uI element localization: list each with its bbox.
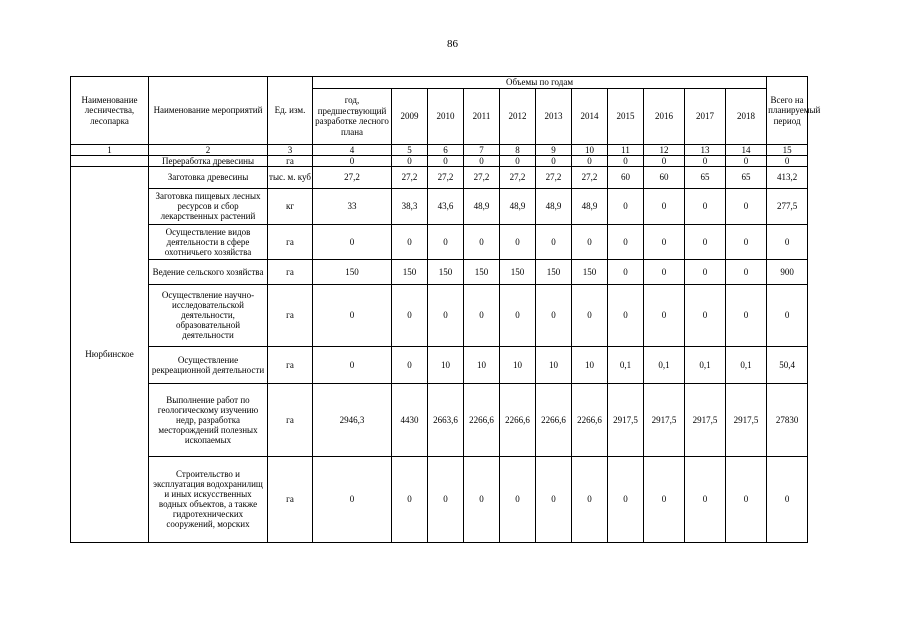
header-year: 2011	[464, 88, 500, 144]
table-row	[71, 155, 872, 166]
table-row	[71, 188, 872, 224]
value-cell: 0	[644, 155, 685, 166]
value-cell: 27,2	[500, 166, 536, 188]
value-cell: 4430	[392, 383, 428, 456]
value-cell: 0,1	[685, 346, 726, 383]
unit-cell: га	[268, 259, 313, 284]
value-cell: 0	[464, 456, 500, 542]
value-cell: 0	[313, 155, 392, 166]
value-cell: 65	[685, 166, 726, 188]
value-cell: 0	[685, 224, 726, 259]
value-cell: 0	[685, 259, 726, 284]
column-number: 2	[149, 144, 268, 155]
value-cell: 2266,6	[536, 383, 572, 456]
value-cell: 10	[464, 346, 500, 383]
column-number: 14	[726, 144, 767, 155]
value-cell: 2663,6	[428, 383, 464, 456]
value-cell: 277,5	[767, 188, 808, 224]
value-cell: 150	[428, 259, 464, 284]
value-cell: 0	[536, 155, 572, 166]
column-number: 9	[536, 144, 572, 155]
value-cell: 0	[685, 188, 726, 224]
value-cell: 0	[313, 284, 392, 346]
column-number: 6	[428, 144, 464, 155]
value-cell: 48,9	[572, 188, 608, 224]
column-number: 7	[464, 144, 500, 155]
unit-cell: га	[268, 284, 313, 346]
table-row	[71, 383, 872, 456]
value-cell: 0	[392, 456, 428, 542]
column-number: 13	[685, 144, 726, 155]
header-volumes-by-year: Объемы по годам	[313, 77, 767, 89]
header-previous-year: год, предшествующий разработке лесного плана	[313, 88, 392, 144]
activity-name: Заготовка пищевых лесных ресурсов и сбор лекарственных растений	[149, 188, 268, 224]
column-number: 3	[268, 144, 313, 155]
value-cell: 27,2	[392, 166, 428, 188]
header-year: 2014	[572, 88, 608, 144]
value-cell: 0	[500, 456, 536, 542]
table-row	[71, 456, 872, 542]
value-cell: 0	[608, 456, 644, 542]
activity-name: Строительство и эксплуатация водохранилищ и иных искусственных водных объектов, а также гидротехнических сооружений, морских	[149, 456, 268, 542]
value-cell: 0	[428, 224, 464, 259]
value-cell: 0	[685, 456, 726, 542]
activity-name: Ведение сельского хозяйства	[149, 259, 268, 284]
value-cell: 33	[313, 188, 392, 224]
value-cell: 0	[572, 456, 608, 542]
value-cell: 0	[464, 155, 500, 166]
column-number: 11	[608, 144, 644, 155]
value-cell: 60	[644, 166, 685, 188]
value-cell: 0	[608, 284, 644, 346]
value-cell: 0	[767, 456, 808, 542]
value-cell: 0	[608, 188, 644, 224]
header-year: 2018	[726, 88, 767, 144]
value-cell: 150	[392, 259, 428, 284]
district-cell-empty	[71, 155, 149, 166]
value-cell: 0	[726, 284, 767, 346]
value-cell: 2266,6	[500, 383, 536, 456]
forest-activities-table	[70, 76, 872, 543]
activity-name: Переработка древесины	[149, 155, 268, 166]
value-cell: 65	[726, 166, 767, 188]
value-cell: 2917,5	[726, 383, 767, 456]
value-cell: 0,1	[608, 346, 644, 383]
value-cell: 0	[500, 284, 536, 346]
unit-cell: га	[268, 456, 313, 542]
column-number: 12	[644, 144, 685, 155]
unit-cell: га	[268, 346, 313, 383]
value-cell: 2266,6	[464, 383, 500, 456]
value-cell: 0	[500, 224, 536, 259]
value-cell: 0	[726, 259, 767, 284]
value-cell: 0	[608, 224, 644, 259]
header-activity-name: Наименование мероприятий	[149, 77, 268, 145]
value-cell: 150	[313, 259, 392, 284]
value-cell: 0	[572, 224, 608, 259]
header-year: 2012	[500, 88, 536, 144]
header-total: Всего на планируемый период	[767, 77, 808, 145]
value-cell: 0	[500, 155, 536, 166]
unit-cell: га	[268, 224, 313, 259]
value-cell: 0	[464, 284, 500, 346]
header-year: 2017	[685, 88, 726, 144]
header-year: 2013	[536, 88, 572, 144]
value-cell: 10	[572, 346, 608, 383]
value-cell: 0	[644, 224, 685, 259]
column-number: 8	[500, 144, 536, 155]
value-cell: 413,2	[767, 166, 808, 188]
value-cell: 0	[392, 155, 428, 166]
value-cell: 48,9	[536, 188, 572, 224]
header-year: 2015	[608, 88, 644, 144]
value-cell: 0	[313, 456, 392, 542]
value-cell: 0	[464, 224, 500, 259]
value-cell: 150	[464, 259, 500, 284]
header-year: 2010	[428, 88, 464, 144]
unit-cell: тыс. м. куб	[268, 166, 313, 188]
value-cell: 0	[572, 155, 608, 166]
value-cell: 48,9	[500, 188, 536, 224]
value-cell: 0	[392, 346, 428, 383]
activity-name: Выполнение работ по геологическому изучению недр, разработка месторождений полезных ископаемых	[149, 383, 268, 456]
value-cell: 10	[500, 346, 536, 383]
value-cell: 0	[536, 456, 572, 542]
value-cell: 2946,3	[313, 383, 392, 456]
value-cell: 0	[685, 155, 726, 166]
value-cell: 0	[767, 284, 808, 346]
value-cell: 2917,5	[608, 383, 644, 456]
value-cell: 0	[608, 259, 644, 284]
table-row	[71, 166, 872, 188]
header-year: 2009	[392, 88, 428, 144]
value-cell: 0	[726, 224, 767, 259]
value-cell: 50,4	[767, 346, 808, 383]
value-cell: 2917,5	[685, 383, 726, 456]
value-cell: 150	[536, 259, 572, 284]
header-year: 2016	[644, 88, 685, 144]
value-cell: 27,2	[428, 166, 464, 188]
activity-name: Заготовка древесины	[149, 166, 268, 188]
value-cell: 0	[726, 188, 767, 224]
value-cell: 150	[500, 259, 536, 284]
value-cell: 0	[767, 155, 808, 166]
value-cell: 0	[644, 259, 685, 284]
value-cell: 43,6	[428, 188, 464, 224]
value-cell: 900	[767, 259, 808, 284]
value-cell: 10	[428, 346, 464, 383]
value-cell: 38,3	[392, 188, 428, 224]
value-cell: 10	[536, 346, 572, 383]
value-cell: 150	[572, 259, 608, 284]
value-cell: 27,2	[536, 166, 572, 188]
unit-cell: кг	[268, 188, 313, 224]
value-cell: 0	[428, 284, 464, 346]
column-number: 1	[71, 144, 149, 155]
value-cell: 0	[644, 188, 685, 224]
column-number: 10	[572, 144, 608, 155]
activity-name: Осуществление научно-исследовательской деятельности, образовательной деятельности	[149, 284, 268, 346]
value-cell: 0	[644, 284, 685, 346]
activity-name: Осуществление видов деятельности в сфере охотничьего хозяйства	[149, 224, 268, 259]
value-cell: 48,9	[464, 188, 500, 224]
value-cell: 60	[608, 166, 644, 188]
column-number-row	[71, 144, 872, 155]
value-cell: 0	[644, 456, 685, 542]
value-cell: 0	[428, 456, 464, 542]
value-cell: 0	[313, 224, 392, 259]
value-cell: 0	[726, 155, 767, 166]
value-cell: 27,2	[464, 166, 500, 188]
table-row	[71, 224, 872, 259]
value-cell: 0	[392, 224, 428, 259]
value-cell: 2266,6	[572, 383, 608, 456]
table-row	[71, 284, 872, 346]
value-cell: 2917,5	[644, 383, 685, 456]
value-cell: 0	[392, 284, 428, 346]
header-unit: Ед. изм.	[268, 77, 313, 145]
value-cell: 0	[685, 284, 726, 346]
value-cell: 0	[536, 284, 572, 346]
value-cell: 27,2	[572, 166, 608, 188]
header-forestry-name: Наименование лесничества, лесопарка	[71, 77, 149, 145]
forestry-district-name: Нюрбинское	[71, 166, 149, 542]
column-number: 15	[767, 144, 808, 155]
value-cell: 0	[608, 155, 644, 166]
page-number: 86	[447, 38, 458, 50]
value-cell: 27,2	[313, 166, 392, 188]
table-row	[71, 259, 872, 284]
unit-cell: га	[268, 155, 313, 166]
value-cell: 0,1	[644, 346, 685, 383]
table-body	[71, 144, 872, 542]
value-cell: 0	[767, 224, 808, 259]
column-number: 5	[392, 144, 428, 155]
activity-name: Осуществление рекреационной деятельности	[149, 346, 268, 383]
value-cell: 0	[428, 155, 464, 166]
value-cell: 0	[536, 224, 572, 259]
column-number: 4	[313, 144, 392, 155]
value-cell: 27830	[767, 383, 808, 456]
value-cell: 0	[726, 456, 767, 542]
value-cell: 0,1	[726, 346, 767, 383]
unit-cell: га	[268, 383, 313, 456]
value-cell: 0	[572, 284, 608, 346]
table-row	[71, 346, 872, 383]
value-cell: 0	[313, 346, 392, 383]
